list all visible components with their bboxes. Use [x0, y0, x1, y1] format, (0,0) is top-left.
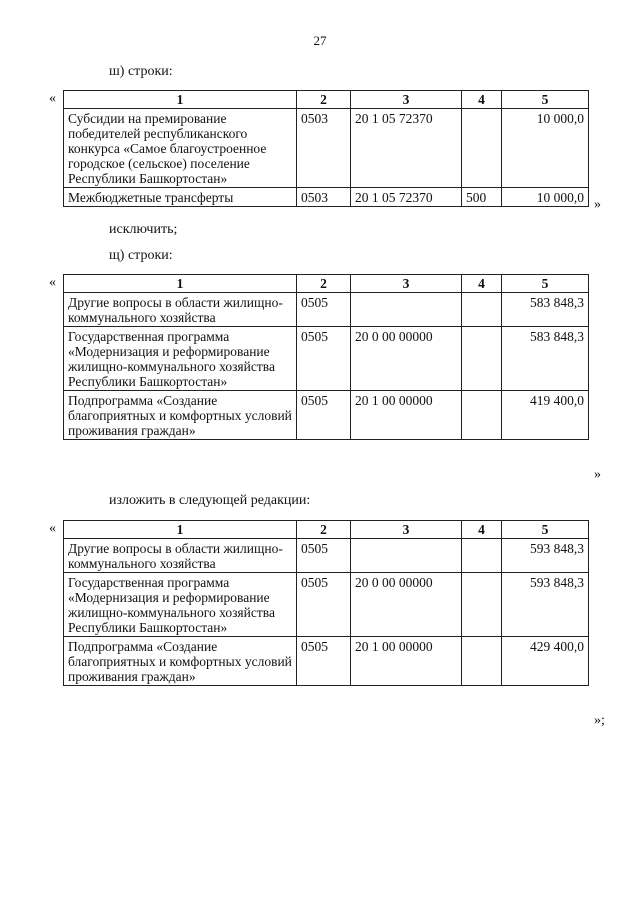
header-cell: 1 [64, 275, 297, 293]
row-section-code: 0503 [297, 109, 351, 188]
row-name: Другие вопросы в области жилищно-коммунального хозяйства [64, 539, 297, 573]
table-row [64, 573, 589, 637]
row-section-code: 0503 [297, 188, 351, 207]
header-cell: 4 [462, 521, 502, 539]
open-quote-new: « [49, 521, 56, 536]
table-row [64, 391, 589, 440]
row-amount: 583 848,3 [502, 293, 589, 327]
open-quote-shch: « [49, 275, 56, 290]
table-new-edition [63, 520, 589, 686]
row-target-code: 20 1 00 00000 [351, 391, 462, 440]
row-section-code: 0505 [297, 539, 351, 573]
row-type-code [462, 109, 502, 188]
section-label-sh: ш) строки: [109, 64, 173, 79]
row-amount: 583 848,3 [502, 327, 589, 391]
row-target-code [351, 539, 462, 573]
open-quote-sh: « [49, 91, 56, 106]
row-section-code: 0505 [297, 327, 351, 391]
header-cell: 1 [64, 91, 297, 109]
page-number: 27 [313, 33, 327, 48]
row-target-code: 20 1 05 72370 [351, 109, 462, 188]
table-row [64, 293, 589, 327]
table-sh [63, 90, 589, 207]
table-row [64, 637, 589, 686]
header-cell: 5 [502, 91, 589, 109]
header-cell: 3 [351, 521, 462, 539]
header-cell: 5 [502, 275, 589, 293]
section-label-exclude: исключить; [109, 222, 178, 237]
row-target-code: 20 1 05 72370 [351, 188, 462, 207]
row-section-code: 0505 [297, 637, 351, 686]
header-cell: 3 [351, 91, 462, 109]
row-type-code [462, 573, 502, 637]
header-cell: 2 [297, 275, 351, 293]
header-cell: 2 [297, 521, 351, 539]
close-quote-new: »; [594, 713, 605, 728]
header-cell: 3 [351, 275, 462, 293]
close-quote-sh: » [594, 197, 601, 212]
table-row [64, 539, 589, 573]
table-row [64, 188, 589, 207]
row-type-code [462, 539, 502, 573]
header-cell: 4 [462, 91, 502, 109]
row-type-code [462, 637, 502, 686]
row-name: Субсидии на премирование победителей республиканского конкурса «Самое благоустроенное городское (сельское) поселение Республики Башкортостан» [64, 109, 297, 188]
row-name: Другие вопросы в области жилищно-коммунального хозяйства [64, 293, 297, 327]
row-target-code [351, 293, 462, 327]
table-header-row [64, 91, 589, 109]
row-amount: 10 000,0 [502, 109, 589, 188]
table-row [64, 327, 589, 391]
row-name: Подпрограмма «Создание благоприятных и комфортных условий проживания граждан» [64, 391, 297, 440]
row-amount: 10 000,0 [502, 188, 589, 207]
row-type-code [462, 327, 502, 391]
close-quote-shch: » [594, 467, 601, 482]
row-amount: 429 400,0 [502, 637, 589, 686]
row-amount: 593 848,3 [502, 539, 589, 573]
row-name: Государственная программа «Модернизация и реформирование жилищно-коммунального хозяйства Республики Башкортостан» [64, 327, 297, 391]
header-cell: 5 [502, 521, 589, 539]
row-section-code: 0505 [297, 391, 351, 440]
row-target-code: 20 0 00 00000 [351, 327, 462, 391]
row-name: Государственная программа «Модернизация и реформирование жилищно-коммунального хозяйства Республики Башкортостан» [64, 573, 297, 637]
section-label-shch: щ) строки: [109, 248, 173, 263]
row-name: Подпрограмма «Создание благоприятных и комфортных условий проживания граждан» [64, 637, 297, 686]
table-shch [63, 274, 589, 440]
table-header-row [64, 275, 589, 293]
header-cell: 4 [462, 275, 502, 293]
table-header-row [64, 521, 589, 539]
row-target-code: 20 0 00 00000 [351, 573, 462, 637]
row-type-code [462, 391, 502, 440]
row-type-code: 500 [462, 188, 502, 207]
row-name: Межбюджетные трансферты [64, 188, 297, 207]
section-label-new-edition: изложить в следующей редакции: [109, 493, 311, 508]
row-type-code [462, 293, 502, 327]
header-cell: 2 [297, 91, 351, 109]
row-section-code: 0505 [297, 293, 351, 327]
row-target-code: 20 1 00 00000 [351, 637, 462, 686]
table-row [64, 109, 589, 188]
row-amount: 419 400,0 [502, 391, 589, 440]
row-amount: 593 848,3 [502, 573, 589, 637]
header-cell: 1 [64, 521, 297, 539]
row-section-code: 0505 [297, 573, 351, 637]
